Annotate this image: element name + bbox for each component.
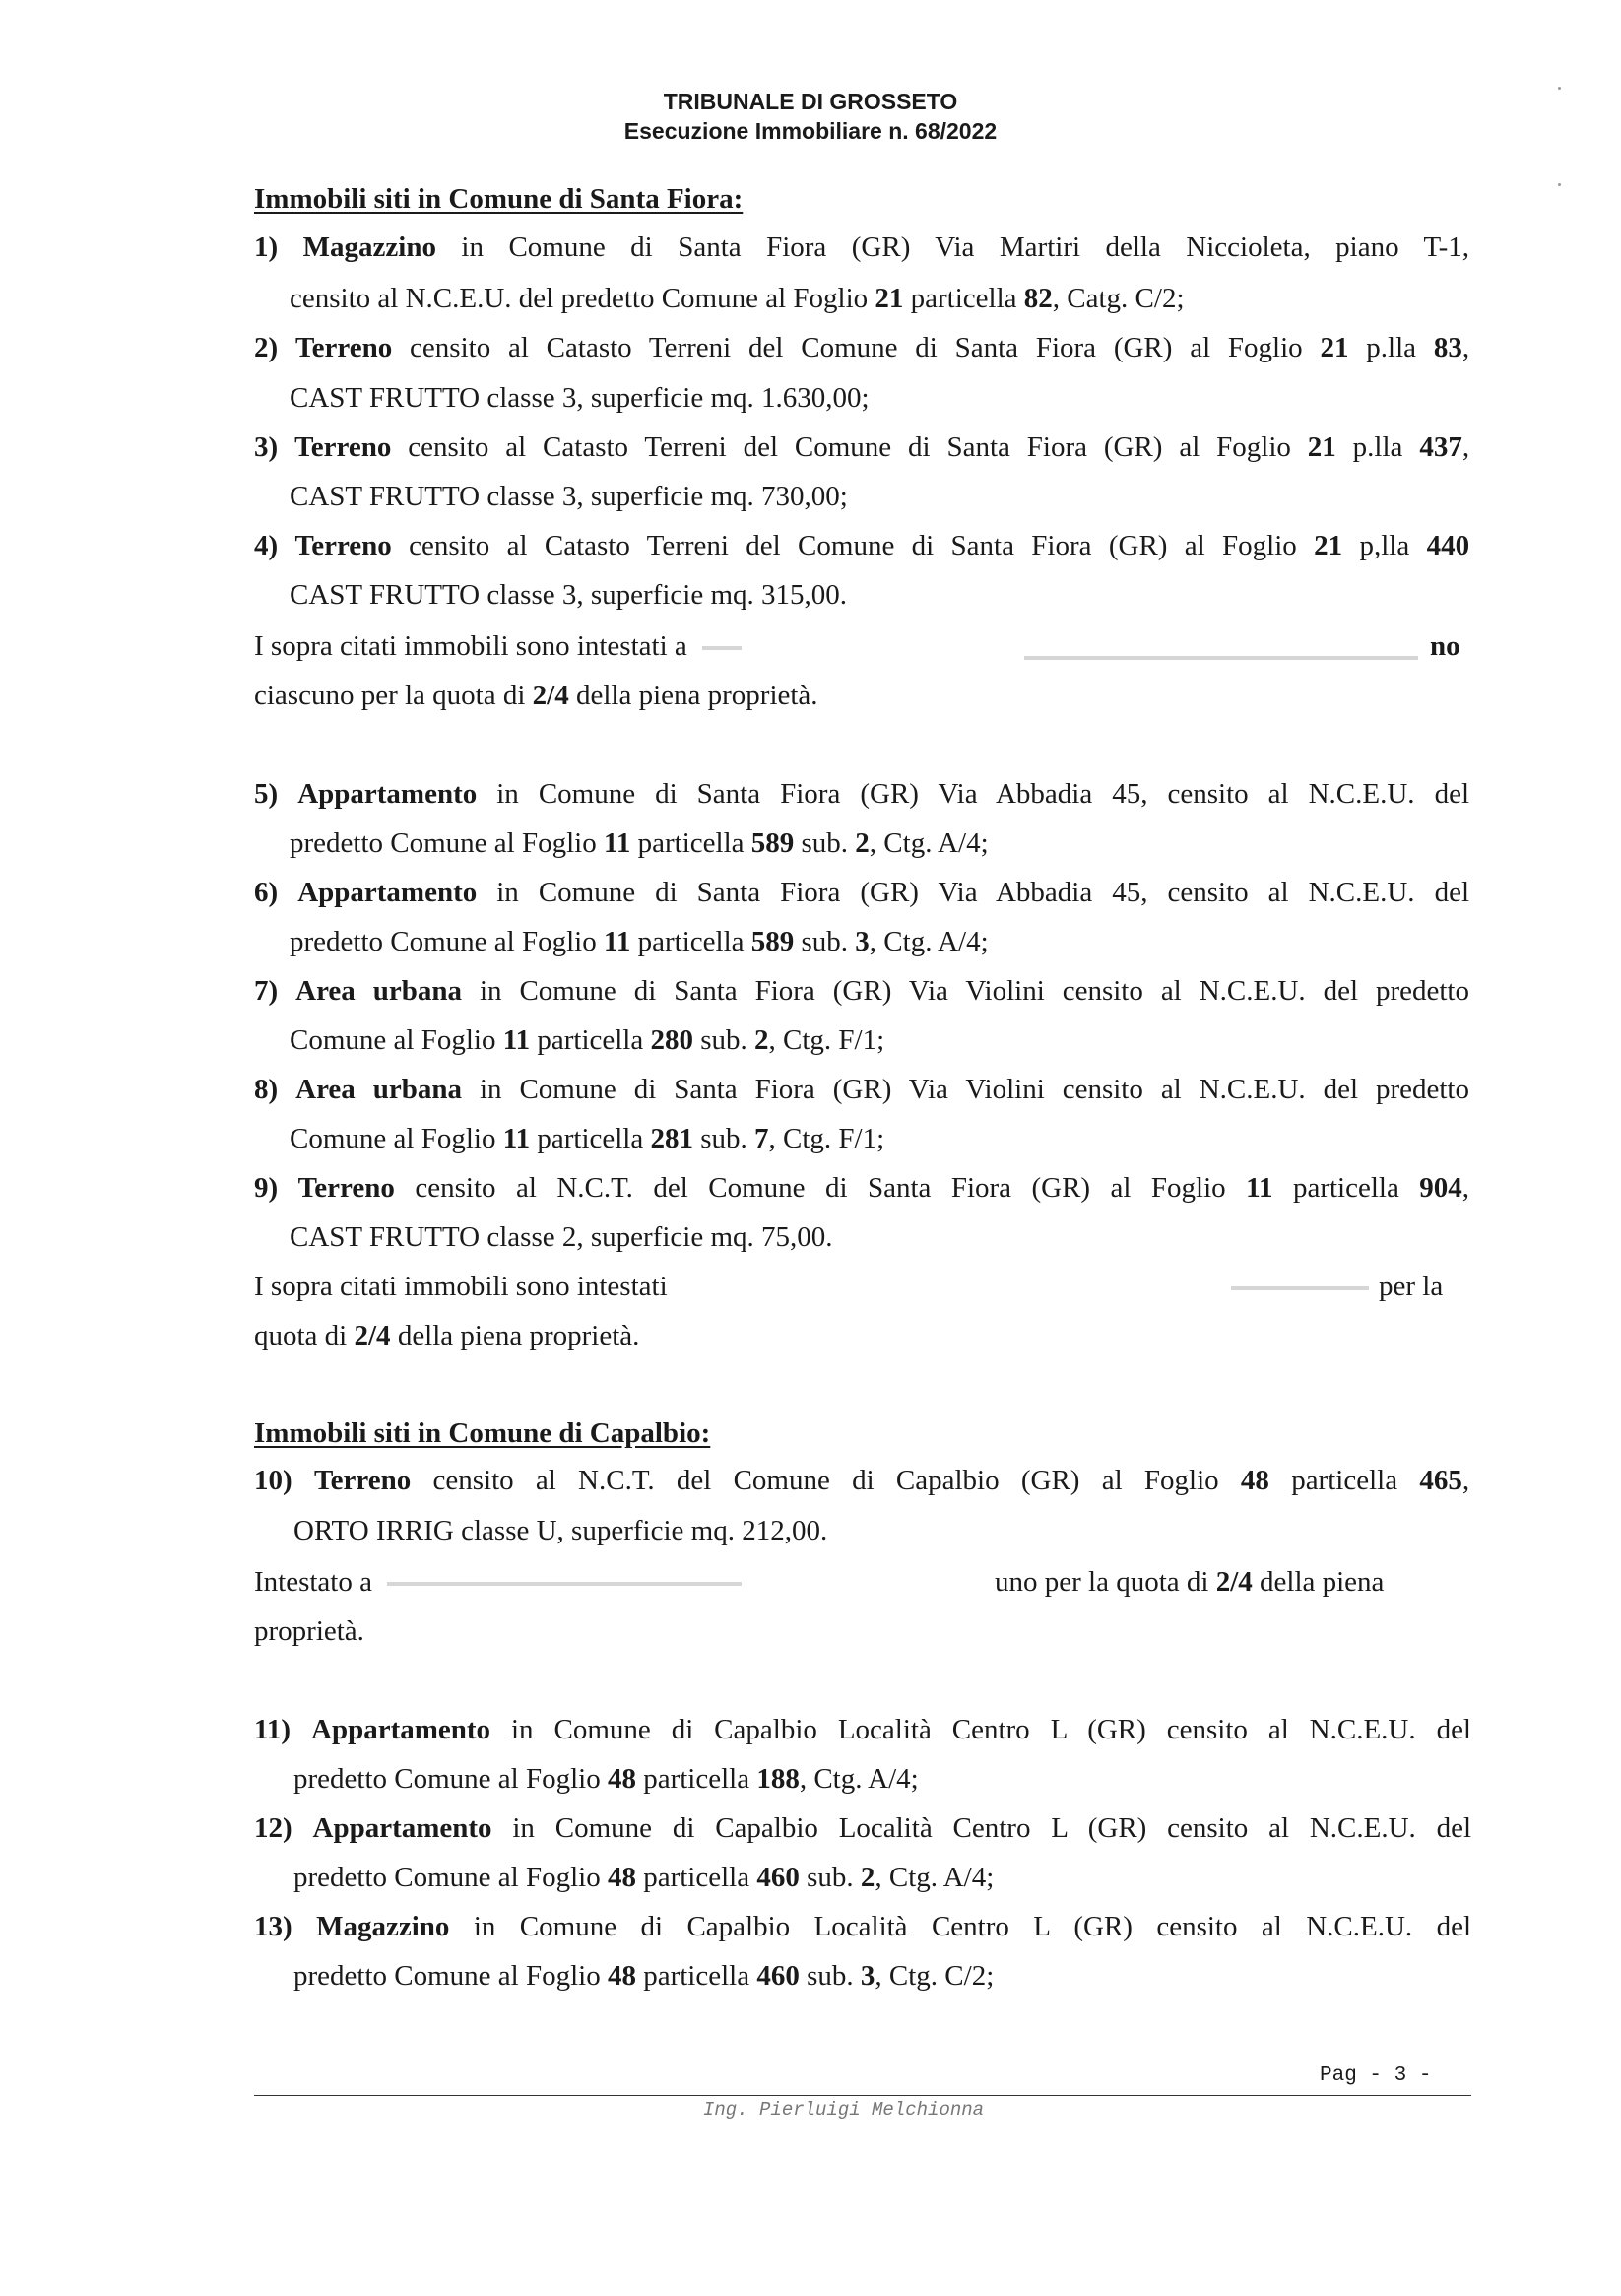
- court-name: TRIBUNALE DI GROSSETO: [663, 89, 958, 114]
- owners-1-line-1-end: no: [1430, 630, 1460, 662]
- scan-speck: [1558, 183, 1561, 186]
- redacted-name: [1024, 656, 1418, 660]
- item-12-line-2: predetto Comune al Foglio 48 particella 460 sub. 2, Ctg. A/4;: [293, 1862, 995, 1893]
- owners-2-line-1: I sopra citati immobili sono intestati: [254, 1271, 668, 1302]
- item-9-line-1: 9) Terreno censito al N.C.T. del Comune di Santa Fiora (GR) al Foglio 11 particella 904,: [254, 1172, 1470, 1204]
- footer-divider: [254, 2095, 1471, 2096]
- redacted-name: [1231, 1286, 1369, 1290]
- redacted-name: [387, 1582, 742, 1586]
- item-7-line-2: Comune al Foglio 11 particella 280 sub. 2, Ctg. F/1;: [290, 1024, 885, 1056]
- item-9-line-2: CAST FRUTTO classe 2, superficie mq. 75,00.: [290, 1221, 833, 1253]
- item-13-line-2: predetto Comune al Foglio 48 particella 460 sub. 3, Ctg. C/2;: [293, 1960, 995, 1992]
- section-title-capalbio: Immobili siti in Comune di Capalbio:: [254, 1417, 711, 1449]
- item-1-line-2: censito al N.C.E.U. del predetto Comune al Foglio 21 particella 82, Catg. C/2;: [290, 283, 1185, 314]
- item-8-line-1: 8) Area urbana in Comune di Santa Fiora (GR) Via Violini censito al N.C.E.U. del predetto: [254, 1074, 1469, 1105]
- item-7-line-1: 7) Area urbana in Comune di Santa Fiora (GR) Via Violini censito al N.C.E.U. del predetto: [254, 975, 1469, 1007]
- owners-3-line-1-end: uno per la quota di 2/4 della piena: [995, 1566, 1385, 1598]
- item-4-line-1: 4) Terreno censito al Catasto Terreni del Comune di Santa Fiora (GR) al Foglio 21 p,lla 440: [254, 530, 1470, 561]
- page-number: Pag - 3 -: [1320, 2065, 1432, 2087]
- author-signature: Ing. Pierluigi Melchionna: [703, 2099, 985, 2121]
- section-title-santa-fiora: Immobili siti in Comune di Santa Fiora:: [254, 183, 744, 215]
- item-6-line-1: 6) Appartamento in Comune di Santa Fiora (GR) Via Abbadia 45, censito al N.C.E.U. del: [254, 877, 1469, 908]
- owners-1-line-1: I sopra citati immobili sono intestati a: [254, 630, 742, 663]
- scan-speck: [1558, 87, 1561, 90]
- item-2-line-2: CAST FRUTTO classe 3, superficie mq. 1.630,00;: [290, 382, 870, 414]
- owners-2-line-1-end: per la: [1379, 1271, 1444, 1302]
- item-1-line-1: 1) Magazzino in Comune di Santa Fiora (GR) Via Martiri della Niccioleta, piano T-1,: [254, 231, 1470, 263]
- item-8-line-2: Comune al Foglio 11 particella 281 sub. 7, Ctg. F/1;: [290, 1123, 885, 1154]
- item-3-line-1: 3) Terreno censito al Catasto Terreni del Comune di Santa Fiora (GR) al Foglio 21 p.lla 437,: [254, 431, 1470, 463]
- item-6-line-2: predetto Comune al Foglio 11 particella 589 sub. 3, Ctg. A/4;: [290, 926, 989, 957]
- item-5-line-2: predetto Comune al Foglio 11 particella 589 sub. 2, Ctg. A/4;: [290, 827, 989, 859]
- item-3-line-2: CAST FRUTTO classe 3, superficie mq. 730,00;: [290, 481, 848, 512]
- owners-2-line-2: quota di 2/4 della piena proprietà.: [254, 1320, 640, 1351]
- item-12-line-1: 12) Appartamento in Comune di Capalbio Località Centro L (GR) censito al N.C.E.U. del: [254, 1812, 1472, 1844]
- owners-3-line-1: Intestato a: [254, 1566, 742, 1599]
- item-2-line-1: 2) Terreno censito al Catasto Terreni del Comune di Santa Fiora (GR) al Foglio 21 p.lla 83,: [254, 332, 1470, 363]
- item-11-line-2: predetto Comune al Foglio 48 particella 188, Ctg. A/4;: [293, 1763, 919, 1795]
- item-10-line-1: 10) Terreno censito al N.C.T. del Comune di Capalbio (GR) al Foglio 48 particella 465,: [254, 1465, 1470, 1496]
- item-10-line-2: ORTO IRRIG classe U, superficie mq. 212,00.: [293, 1515, 828, 1546]
- owners-3-line-2: proprietà.: [254, 1615, 364, 1647]
- item-11-line-1: 11) Appartamento in Comune di Capalbio Località Centro L (GR) censito al N.C.E.U. del: [254, 1714, 1471, 1745]
- item-13-line-1: 13) Magazzino in Comune di Capalbio Località Centro L (GR) censito al N.C.E.U. del: [254, 1911, 1472, 1942]
- owners-1-line-2: ciascuno per la quota di 2/4 della piena proprietà.: [254, 680, 818, 711]
- item-5-line-1: 5) Appartamento in Comune di Santa Fiora (GR) Via Abbadia 45, censito al N.C.E.U. del: [254, 778, 1469, 810]
- redacted-name: [702, 646, 742, 650]
- item-4-line-2: CAST FRUTTO classe 3, superficie mq. 315,00.: [290, 579, 847, 611]
- case-number: Esecuzione Immobiliare n. 68/2022: [623, 118, 998, 144]
